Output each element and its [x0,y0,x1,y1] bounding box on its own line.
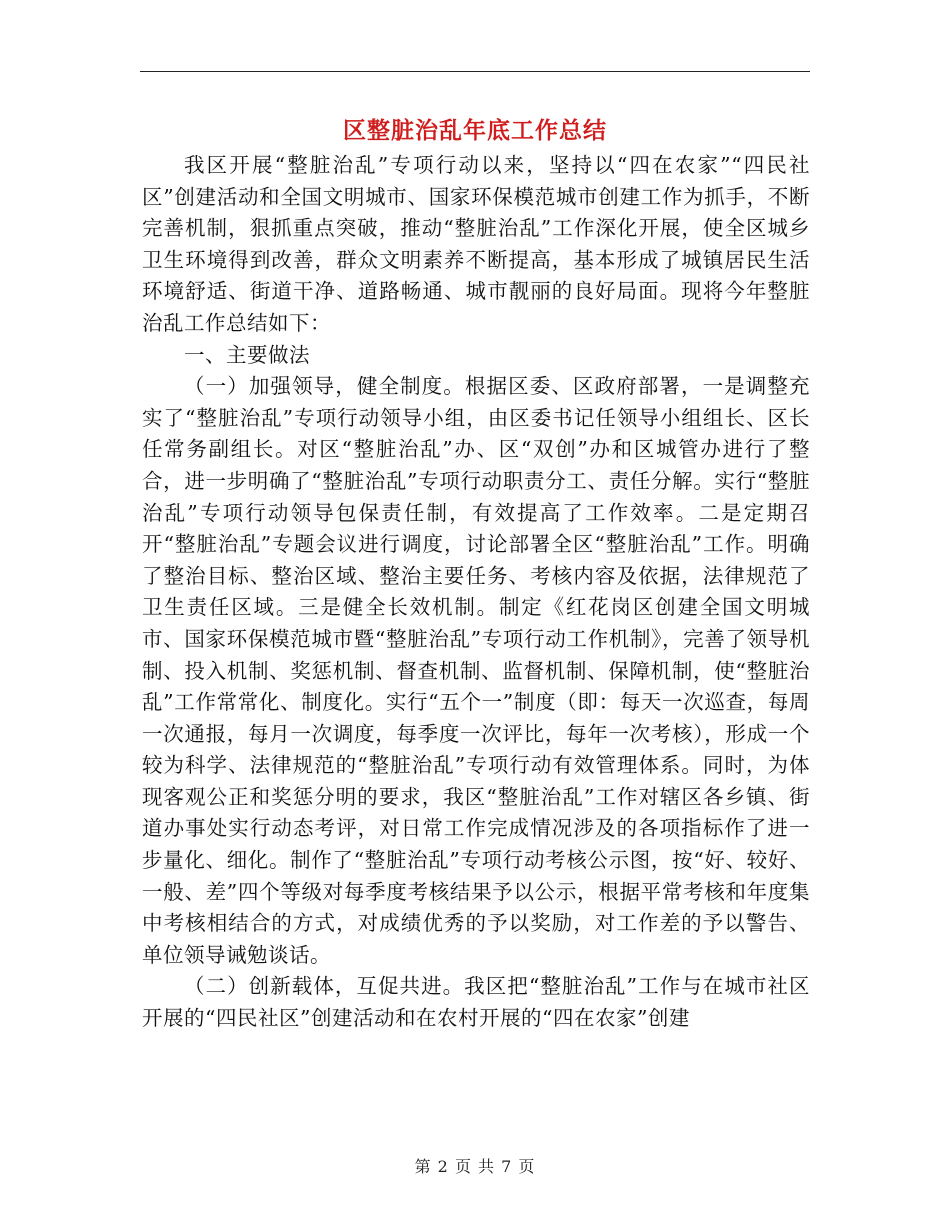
section-heading: 一、主要做法 [184,342,310,367]
document-body [142,150,810,1035]
body-paragraph: （一）加强领导，健全制度。根据区委、区政府部署，一是调整充实了“整脏治乱”专项行动领导小组，由区委书记任领导小组组长、区长任常务副组长。对区“整脏治乱”办、区“双创”办和区城管办进行了整合，进一步明确了“整脏治乱”专项行动职责分工、责任分解。实行“整脏治乱”专项行动领导包保责任制，有效提高了工作效率。二是定期召开“整脏治乱”专题会议进行调度，讨论部署全区“整脏治乱”工作。明确了整治目标、整治区域、整治主要任务、考核内容及依据，法律规范了卫生责任区域。三是健全长效机制。制定《红花岗区创建全国文明城市、国家环保模范城市暨“整脏治乱”专项行动工作机制》，完善了领导机制、投入机制、奖惩机制、督查机制、监督机制、保障机制，使“整脏治乱”工作常常化、制度化。实行“五个一”制度（即：每天一次巡查，每周一次通报，每月一次调度，每季度一次评比，每年一次考核），形成一个较为科学、法律规范的“整脏治乱”专项行动有效管理体系。同时，为体现客观公正和奖惩分明的要求，我区“整脏治乱”工作对辖区各乡镇、街道办事处实行动态考评，对日常工作完成情况涉及的各项指标作了进一步量化、细化。制作了“整脏治乱”专项行动考核公示图，按“好、较好、一般、差”四个等级对每季度考核结果予以公示，根据平常考核和年度集中考核相结合的方式，对成绩优秀的予以奖励，对工作差的予以警告、单位领导诫勉谈话。 [142,374,810,967]
intro-paragraph: 我区开展“整脏治乱”专项行动以来，坚持以“四在农家”“四民社区”创建活动和全国文明城市、国家环保模范城市创建工作为抓手，不断完善机制，狠抓重点突破，推动“整脏治乱”工作深化开展，使全区城乡卫生环境得到改善，群众文明素养不断提高，基本形成了城镇居民生活环境舒适、街道干净、道路畅通、城市靓丽的良好局面。现将今年整脏治乱工作总结如下： [142,153,810,335]
body-paragraph: （二）创新载体，互促共进。我区把“整脏治乱”工作与在城市社区开展的“四民社区”创建活动和在农村开展的“四在农家”创建 [142,974,810,1031]
header-rule [140,71,810,72]
page-number: 第 2 页 共 7 页 [414,1157,536,1176]
document-title: 区整脏治乱年底工作总结 [343,118,607,144]
